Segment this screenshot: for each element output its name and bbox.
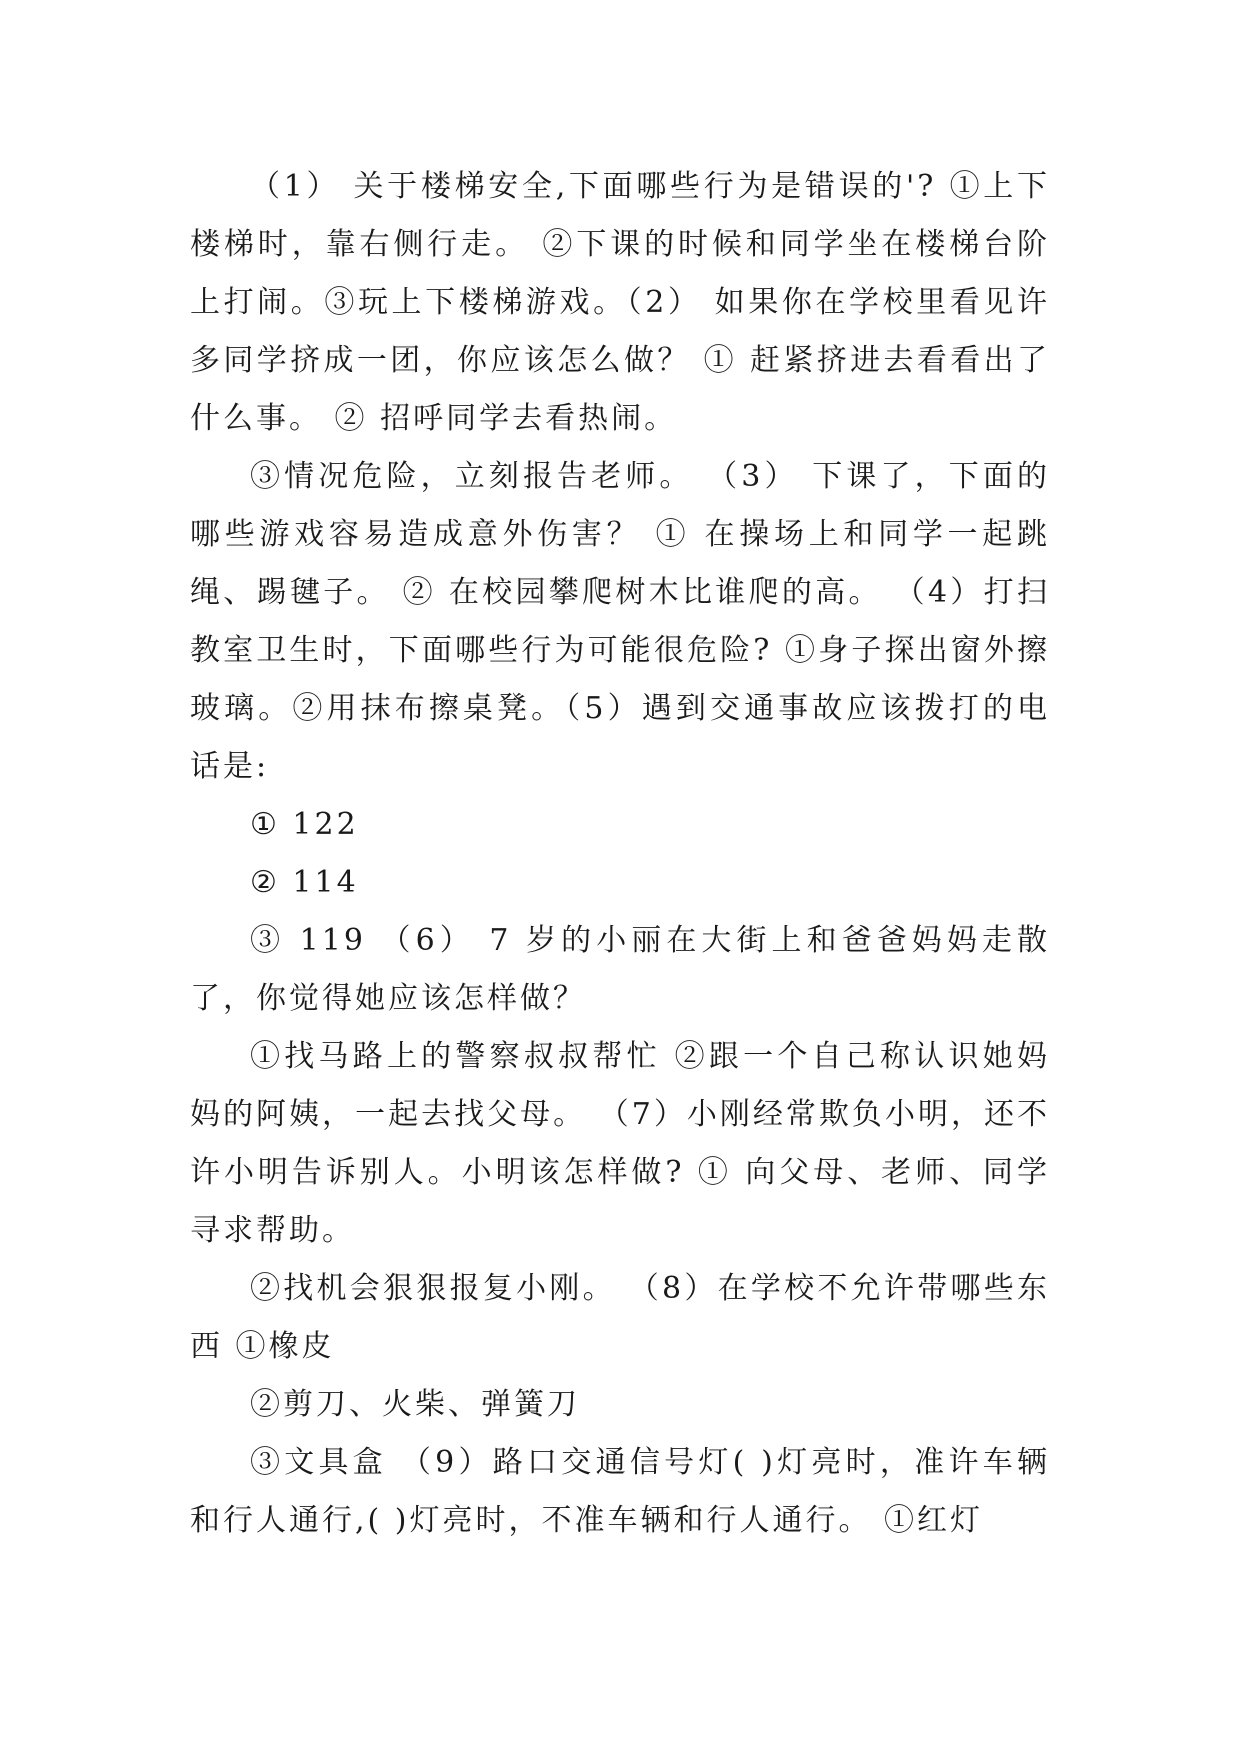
paragraph: ①找马路上的警察叔叔帮忙 ②跟一个自己称认识她妈妈的阿姨，一起去找父母。 （7）小刚经常欺负小明，还不许小明告诉别人。小明该怎样做? ① 向父母、老师、同学寻求帮助。 <box>190 1039 1050 1248</box>
paragraph: ① 122 <box>250 807 359 842</box>
document-body <box>190 158 1050 1550</box>
paragraph: ③文具盒 （9）路口交通信号灯( )灯亮时，准许车辆和行人通行,( )灯亮时，不准车辆和行人通行。 ①红灯 <box>190 1445 1050 1538</box>
paragraph: （1） 关于楼梯安全,下面哪些行为是错误的'? ①上下楼梯时，靠右侧行走。 ②下课的时候和同学坐在楼梯台阶上打闹。③玩上下楼梯游戏。（2） 如果你在学校里看见许多同学挤成一团，你应该怎么做？ ① 赶紧挤进去看看出了什么事。 ② 招呼同学去看热闹。 <box>190 169 1050 436</box>
paragraph: ②剪刀、火柴、弹簧刀 <box>250 1387 580 1422</box>
paragraph: ②找机会狠狠报复小刚。 （8）在学校不允许带哪些东西 ①橡皮 <box>190 1271 1050 1364</box>
paragraph: ③情况危险，立刻报告老师。 （3） 下课了，下面的哪些游戏容易造成意外伤害？ ① 在操场上和同学一起跳绳、踢毽子。 ② 在校园攀爬树木比谁爬的高。 （4）打扫教室卫生时，下面哪些行为可能很危险? ①身子探出窗外擦玻璃。②用抹布擦桌凳。（5）遇到交通事故应该拨打的电话是: <box>190 459 1050 784</box>
paragraph: ② 114 <box>250 865 359 900</box>
paragraph: ③ 119 （6） 7 岁的小丽在大街上和爸爸妈妈走散了，你觉得她应该怎样做？ <box>190 923 1050 1016</box>
